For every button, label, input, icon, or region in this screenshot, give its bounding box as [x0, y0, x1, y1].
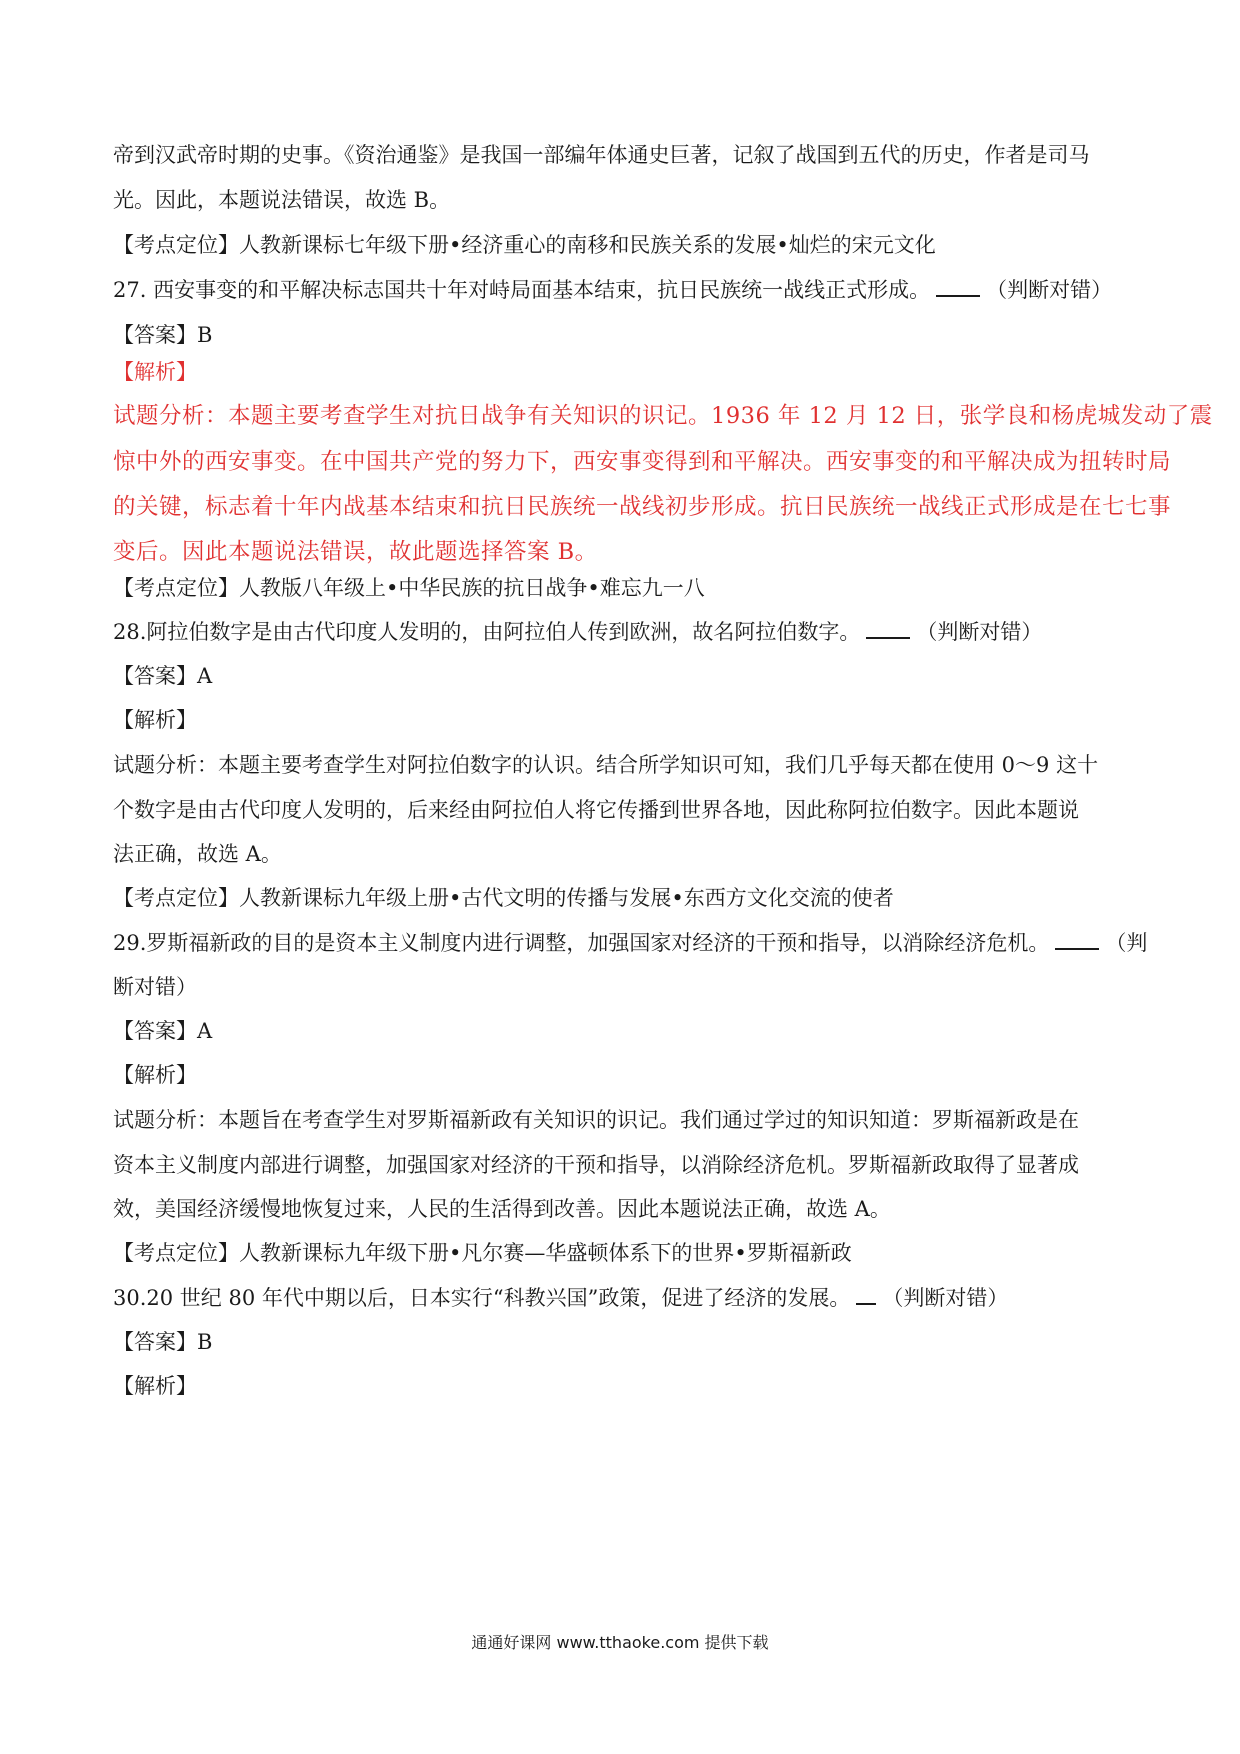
question-29-suffix: （判 — [1105, 931, 1148, 955]
answer-28: 【答案】A — [113, 664, 213, 688]
answer-blank — [866, 619, 910, 639]
analysis-27-line-1: 试题分析：本题主要考查学生对抗日战争有关知识的识记。1936 年 12 月 12 日，张学良和杨虎城发动了震 — [113, 403, 1213, 429]
question-28-text: 28.阿拉伯数字是由古代印度人发明的，由阿拉伯人传到欧洲，故名阿拉伯数字。 — [113, 620, 861, 644]
question-28 — [113, 617, 1143, 647]
jiexi-label-29: 【解析】 — [113, 1063, 197, 1087]
kaodian-29: 【考点定位】人教新课标九年级下册•凡尔赛—华盛顿体系下的世界•罗斯福新政 — [113, 1241, 852, 1265]
answer-blank — [1055, 930, 1099, 950]
analysis-29-line-2: 资本主义制度内部进行调整，加强国家对经济的干预和指导，以消除经济危机。罗斯福新政取得了显著成 — [113, 1153, 1079, 1177]
analysis-29-line-3: 效，美国经济缓慢地恢复过来，人民的生活得到改善。因此本题说法正确，故选 A。 — [113, 1197, 891, 1221]
question-30 — [113, 1283, 1143, 1313]
answer-blank — [936, 277, 980, 297]
jiexi-label-27: 【解析】 — [113, 360, 197, 384]
jiexi-label-28: 【解析】 — [113, 708, 197, 732]
question-29-continued: 断对错） — [113, 975, 197, 999]
kaodian-27: 【考点定位】人教版八年级上•中华民族的抗日战争•难忘九一八 — [113, 576, 705, 600]
jiexi-label-30: 【解析】 — [113, 1374, 197, 1398]
analysis-28-line-3: 法正确，故选 A。 — [113, 842, 282, 866]
answer-27: 【答案】B — [113, 323, 213, 347]
answer-blank — [856, 1285, 876, 1305]
question-27-suffix: （判断对错） — [986, 278, 1113, 302]
answer-30: 【答案】B — [113, 1330, 213, 1354]
analysis-28-line-2: 个数字是由古代印度人发明的，后来经由阿拉伯人将它传播到世界各地，因此称阿拉伯数字。因此本题说 — [113, 798, 1079, 822]
analysis-28-line-1: 试题分析：本题主要考查学生对阿拉伯数字的认识。结合所学知识可知，我们几乎每天都在使用 0～9 这十 — [113, 753, 1099, 777]
page-footer: 通通好课网 www.tthaoke.com 提供下载 — [471, 1633, 769, 1652]
question-30-text: 30.20 世纪 80 年代中期以后，日本实行“科教兴国”政策，促进了经济的发展。 — [113, 1286, 851, 1310]
answer-29: 【答案】A — [113, 1019, 213, 1043]
intro-line-2: 光。因此，本题说法错误，故选 B。 — [113, 188, 451, 212]
analysis-27-line-3: 的关键，标志着十年内战基本结束和抗日民族统一战线初步形成。抗日民族统一战线正式形成是在七七事 — [113, 494, 1172, 520]
question-28-suffix: （判断对错） — [916, 620, 1043, 644]
analysis-27-line-2: 惊中外的西安事变。在中国共产党的努力下，西安事变得到和平解决。西安事变的和平解决成为扭转时局 — [113, 449, 1172, 475]
question-30-suffix: （判断对错） — [882, 1286, 1009, 1310]
question-29 — [113, 928, 1148, 958]
kaodian-26: 【考点定位】人教新课标七年级下册•经济重心的南移和民族关系的发展•灿烂的宋元文化 — [113, 233, 936, 257]
question-27 — [113, 275, 1143, 305]
intro-line-1: 帝到汉武帝时期的史事。《资治通鉴》是我国一部编年体通史巨著，记叙了战国到五代的历史，作者是司马 — [113, 143, 1090, 167]
analysis-27-line-4: 变后。因此本题说法错误，故此题选择答案 B。 — [113, 539, 598, 565]
question-27-text: 27. 西安事变的和平解决标志国共十年对峙局面基本结束，抗日民族统一战线正式形成。 — [113, 278, 931, 302]
question-29-text: 29.罗斯福新政的目的是资本主义制度内进行调整，加强国家对经济的干预和指导，以消除经济危机。 — [113, 931, 1050, 955]
kaodian-28: 【考点定位】人教新课标九年级上册•古代文明的传播与发展•东西方文化交流的使者 — [113, 886, 894, 910]
analysis-29-line-1: 试题分析：本题旨在考查学生对罗斯福新政有关知识的识记。我们通过学过的知识知道：罗斯福新政是在 — [113, 1108, 1079, 1132]
